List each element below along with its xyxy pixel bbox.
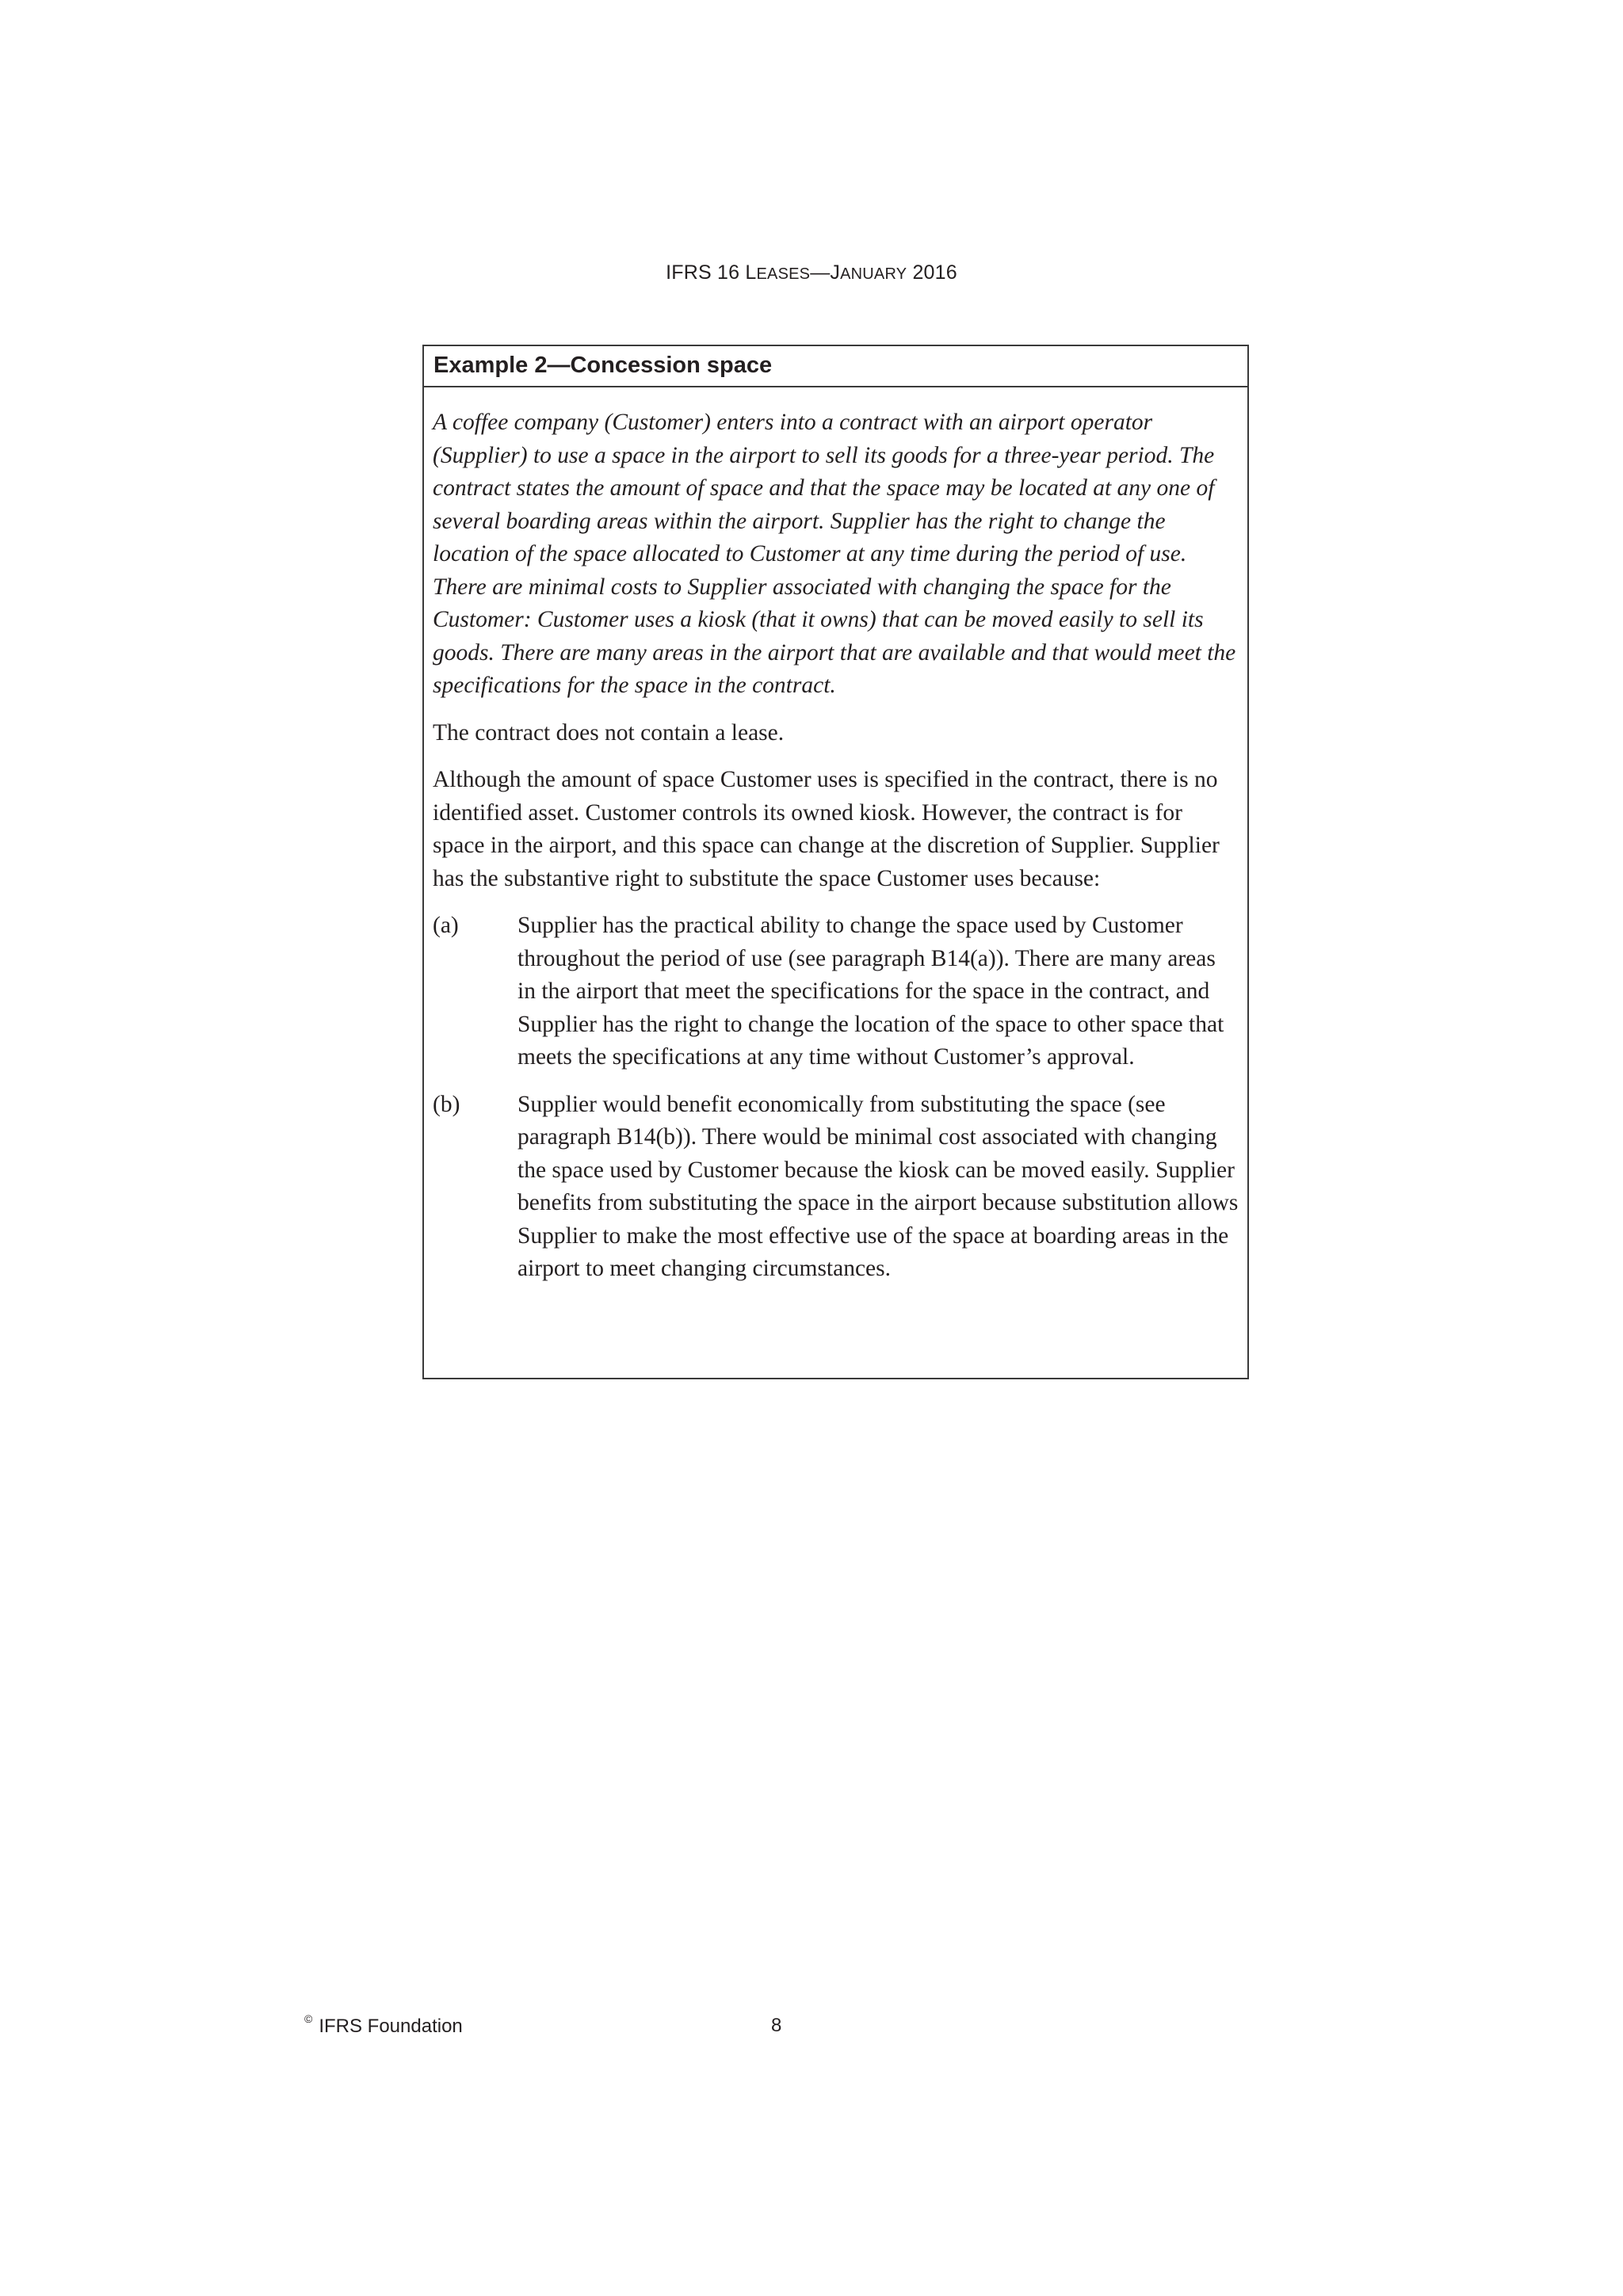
header-prefix: IFRS 16 L xyxy=(666,261,757,284)
list-item-text: Supplier would benefit economically from substituting the space (see paragraph B14(b)). There would be minimal cost associated with changing the space used by Customer because the kiosk can be moved easily. Supplier benefits from substituting the space in the airport because substitution allows Supplier to make the most effective use of the space at boarding areas in the airport to meet changing circumstances. xyxy=(517,1091,1239,1281)
list-item-label: (a) xyxy=(433,913,459,938)
header-dash-j: —J xyxy=(810,261,841,284)
footer-copyright xyxy=(304,2012,463,2038)
header-year: 2016 xyxy=(907,261,957,284)
example-facts: A coffee company (Customer) enters into a contract with an airport operator (Supplier) to use a space in the airport to sell its goods for a three-year period. The contract states the amount of space and that the space may be located at any one of several boarding areas within the airport. Supplier has the right to change the location of the space allocated to Customer at any time during the period of use. There are minimal costs to Supplier associated with changing the space for the Customer: Customer uses a kiosk (that it owns) that can be moved easily to sell its goods. There are many areas in the airport that are available and that would meet the specifications for the space in the contract. xyxy=(433,410,1236,698)
example-body xyxy=(424,387,1247,1286)
list-item-label: (b) xyxy=(433,1091,460,1117)
example-title: Example 2—Concession space xyxy=(424,346,1247,387)
running-header xyxy=(0,261,1623,284)
example-analysis-intro: Although the amount of space Customer uses is specified in the contract, there is no identified asset. Customer controls its owned kiosk. However, the contract is for space in the airport, and this space can change at the discretion of Supplier. Supplier has the substantive right to substitute the space Customer uses because: xyxy=(433,767,1220,891)
list-item-text: Supplier has the practical ability to change the space used by Customer throughout the period of use (see paragraph B14(a)). There are many areas in the airport that meet the specifications for the space in the contract, and Supplier has the right to change the location of the space to other space that meets the specifications at any time without Customer’s approval. xyxy=(517,913,1224,1070)
header-january-small-caps: ANUARY xyxy=(840,265,907,283)
example-conclusion: The contract does not contain a lease. xyxy=(433,719,785,746)
copyright-symbol: © xyxy=(304,2012,313,2025)
example-box xyxy=(422,345,1249,1379)
list-item xyxy=(433,910,1239,1074)
footer-organization: IFRS Foundation xyxy=(319,2016,463,2037)
page-number: 8 xyxy=(771,2015,782,2036)
header-leases-small-caps: EASES xyxy=(756,265,811,283)
list-item xyxy=(433,1089,1239,1286)
